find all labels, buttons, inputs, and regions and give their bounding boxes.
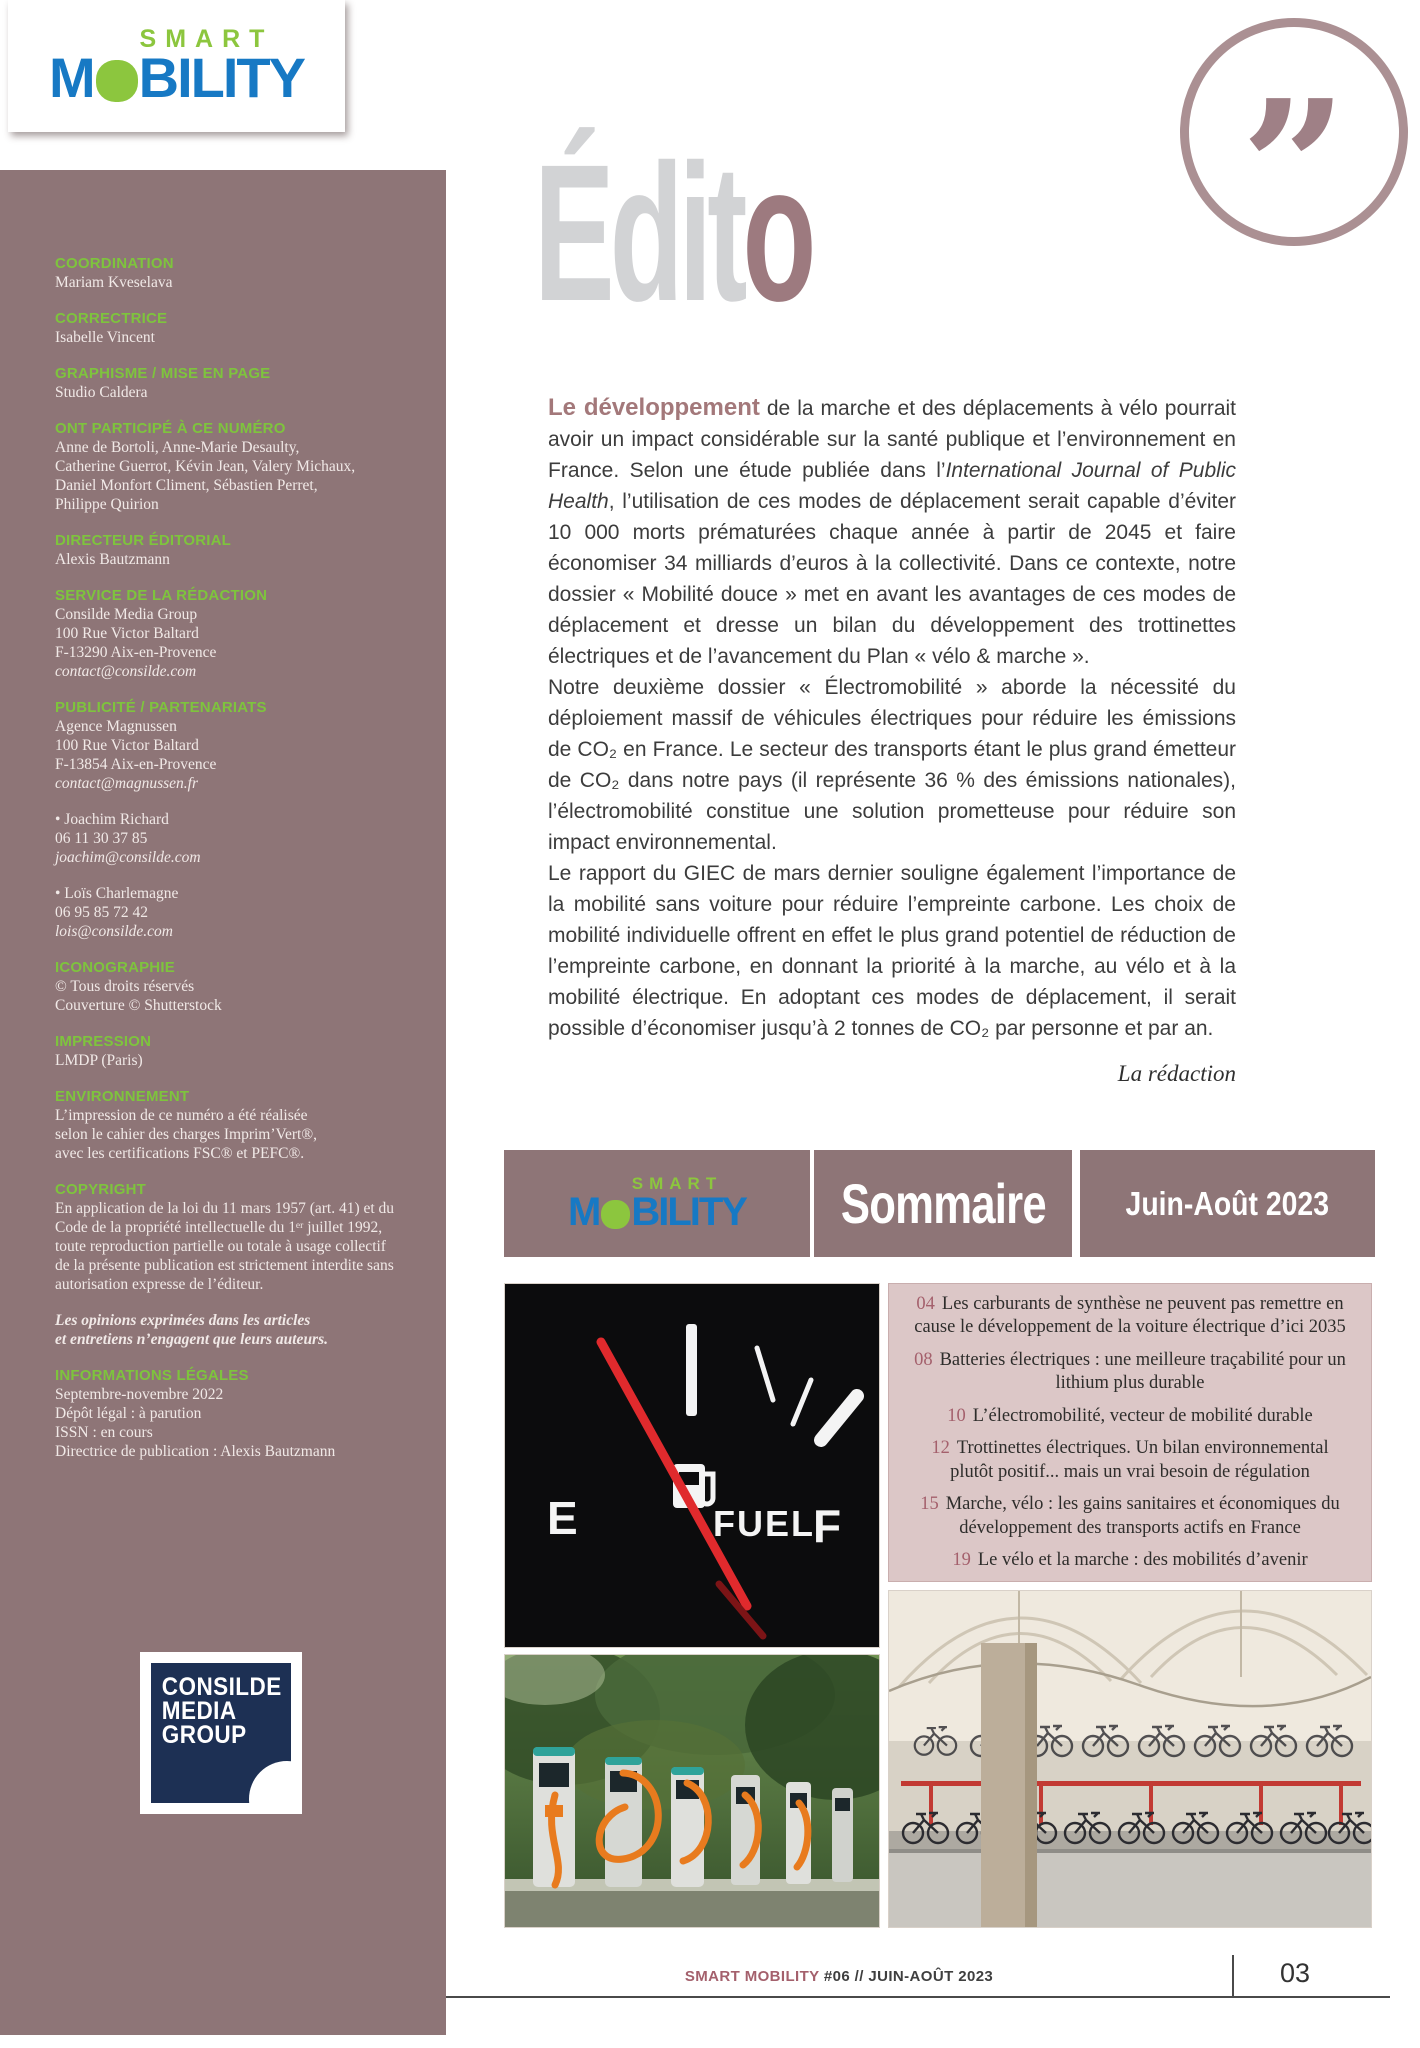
toc-entry-text: Les carburants de synthèse ne peuvent pas remettre en cause le développement de la voiture électrique d’ici 2035 (914, 1293, 1346, 1337)
masthead-line: • Loïs Charlemagne (55, 885, 179, 902)
masthead-section-heading: IMPRESSION (55, 1033, 152, 1050)
masthead-line: Alexis Bautzmann (55, 551, 170, 568)
consilde-line1: CONSILDE (161, 1673, 282, 1701)
edito-text-segment: International Journal of Public Health (548, 459, 1236, 513)
toc-item (913, 1549, 1347, 1573)
masthead-line: et entretiens n’engagent que leurs auteurs. (55, 1331, 328, 1348)
masthead-section (55, 364, 408, 402)
masthead-line: Catherine Guerrot, Kévin Jean, Valery Michaux, (55, 458, 356, 475)
gauge-fuel-label: FUEL (713, 1503, 815, 1544)
masthead-line: F-13290 Aix-en-Provence (55, 644, 217, 661)
masthead-line: F-13854 Aix-en-Provence (55, 756, 217, 773)
toc-page-number: 19 (952, 1550, 971, 1570)
logo-m: M (49, 46, 94, 109)
consilde-media-group-logo (140, 1652, 302, 1814)
toc-entry-text: Trottinettes électriques. Un bilan environnemental plutôt positif... mais un vrai besoin de régulation (950, 1438, 1329, 1482)
edito-paragraph (548, 858, 1236, 1044)
masthead-section (55, 531, 408, 569)
masthead-section (55, 1180, 408, 1294)
masthead-line: toute reproduction partielle ou totale à usage collectif (55, 1238, 386, 1255)
masthead-line: lois@consilde.com (55, 923, 174, 940)
toc-entry-text: Batteries électriques : une meilleure traçabilité pour un lithium plus durable (939, 1349, 1346, 1393)
editorial-body (548, 392, 1236, 1089)
toc-page-number: 08 (914, 1349, 933, 1370)
masthead-section-heading: PUBLICITÉ / PARTENARIATS (55, 699, 267, 716)
toc-page-number: 15 (920, 1494, 939, 1514)
masthead-section (55, 1366, 408, 1461)
toc-item (913, 1493, 1347, 1540)
masthead-line: ISSN : en cours (55, 1424, 153, 1441)
masthead-line: contact@magnussen.fr (55, 775, 198, 792)
floor-edge (889, 1849, 1371, 1853)
masthead-section-heading: COPYRIGHT (55, 1181, 146, 1198)
masthead-section-heading: CORRECTRICE (55, 310, 168, 327)
gauge-full-label: F (813, 1500, 842, 1552)
consilde-line2: MEDIA (161, 1697, 237, 1725)
toc-item (913, 1405, 1347, 1429)
masthead-section-heading: COORDINATION (55, 255, 174, 272)
masthead-line: selon le cahier des charges Imprim’Vert®, (55, 1126, 317, 1143)
masthead-section (55, 309, 408, 347)
masthead-section (55, 810, 408, 867)
gauge-empty-label: E (547, 1492, 578, 1544)
masthead-line: Mariam Kveselava (55, 274, 173, 291)
issue-date: Juin-Août 2023 (1125, 1184, 1330, 1222)
banner-logo-mobility (568, 1192, 746, 1232)
masthead-line: Septembre-novembre 2022 (55, 1386, 224, 1403)
edito-text-segment: de la marche et des déplacements à vélo pourrait avoir un impact considérable sur la santé publique et l’environnement en France. Selon une étude publiée dans l’ (548, 397, 1237, 482)
page-number-divider (1232, 1955, 1234, 1998)
concrete-floor (889, 1849, 1371, 1927)
issue-date-box (1080, 1150, 1375, 1257)
logo-o-blob-icon (96, 60, 138, 102)
masthead-section-heading: SERVICE DE LA RÉDACTION (55, 587, 268, 604)
masthead-line: Couverture © Shutterstock (55, 997, 222, 1014)
banner-logo-smart: SMART (631, 1174, 723, 1193)
masthead-line: Isabelle Vincent (55, 329, 155, 346)
masthead-section (55, 1032, 408, 1070)
toc-page-number: 04 (916, 1293, 935, 1314)
toc-page-number: 10 (947, 1405, 966, 1426)
editorial-paragraphs (548, 392, 1236, 1044)
toc-entry-text: L’électromobilité, vecteur de mobilité durable (972, 1405, 1313, 1426)
masthead-line: Dépôt légal : à parution (55, 1405, 202, 1422)
masthead-section-heading: ONT PARTICIPÉ À CE NUMÉRO (55, 420, 286, 437)
masthead-section-heading: GRAPHISME / MISE EN PAGE (55, 365, 271, 382)
masthead-line: L’impression de ce numéro a été réalisée (55, 1107, 308, 1124)
banner-logo-bility: BILITY (631, 1190, 746, 1234)
banner-logo-o-blob-icon (601, 1200, 630, 1229)
masthead-section (55, 958, 408, 1015)
masthead-line: autorisation expresse de l’éditeur. (55, 1276, 264, 1293)
toc-item (913, 1349, 1347, 1396)
masthead-section (55, 1087, 408, 1163)
masthead-section-heading: INFORMATIONS LÉGALES (55, 1367, 249, 1384)
page-title (534, 124, 812, 342)
masthead-section-heading: ICONOGRAPHIE (55, 959, 175, 976)
masthead-line: Les opinions exprimées dans les articles (55, 1312, 311, 1329)
masthead-line: 100 Rue Victor Baltard (55, 737, 199, 754)
edito-text-segment: Le développement (548, 394, 760, 421)
banner-logo-m: M (568, 1190, 600, 1234)
fuel-gauge-illustration (505, 1284, 879, 1647)
consilde-logo-square (151, 1663, 291, 1803)
toc-entry-text: Le vélo et la marche : des mobilités d’avenir (977, 1550, 1308, 1570)
edito-paragraph (548, 672, 1236, 858)
footer-rule (446, 1996, 1390, 1998)
masthead-line: joachim@consilde.com (55, 849, 201, 866)
footer-text (446, 1968, 1232, 1985)
sommaire-title-box (814, 1150, 1072, 1257)
ground (505, 1891, 879, 1927)
sommaire-title: Sommaire (840, 1172, 1046, 1235)
masthead-section (55, 698, 408, 793)
banner-logo (504, 1150, 810, 1257)
smart-mobility-logo (8, 0, 345, 132)
toc-item (913, 1293, 1347, 1340)
bike-parking-photo (888, 1590, 1372, 1928)
masthead-line: En application de la loi du 11 mars 1957 (art. 41) et du (55, 1200, 395, 1217)
masthead-line: Directrice de publication : Alexis Bautzmann (55, 1443, 336, 1460)
edito-text-segment: Le rapport du GIEC de mars dernier souligne également l’importance de la mobilité sans voiture pour réduire l’empreinte carbone. Les choix de mobilité individuelle offrent en effet le plus grand potentiel de réduction de l’empreinte carbone, en donnant la priorité à la marche, au vélo et à la mobilité électrique. En adoptant ces modes de déplacement, il serait possible d’économiser jusqu’à 2 tonnes de CO₂ par personne et par an. (548, 862, 1236, 1040)
table-of-contents (888, 1283, 1372, 1582)
ev-charging-illustration (505, 1655, 879, 1927)
quote-badge: ” (1180, 18, 1408, 246)
masthead-line: Anne de Bortoli, Anne-Marie Desaulty, (55, 439, 300, 456)
masthead-line: Code de la propriété intellectuelle du 1ᵉʳ juillet 1992, (55, 1219, 383, 1236)
masthead-line: contact@consilde.com (55, 663, 197, 680)
logo-mobility-text (49, 46, 304, 109)
footer-brand: SMART MOBILITY (684, 1968, 820, 1985)
footer-issue: #06 // JUIN-AOÛT 2023 (823, 1968, 994, 1985)
masthead-line: • Joachim Richard (55, 811, 169, 828)
masthead-section (55, 586, 408, 681)
logo-bility: BILITY (138, 46, 304, 109)
fuel-gauge-photo (504, 1283, 880, 1648)
consilde-logo-text (151, 1663, 282, 1749)
masthead-line: Philippe Quirion (55, 496, 159, 513)
masthead-line: avec les certifications FSC® et PEFC®. (55, 1145, 305, 1162)
page-number: 03 (1279, 1958, 1311, 1988)
masthead-section (55, 254, 408, 292)
masthead-section-heading: DIRECTEUR ÉDITORIAL (55, 532, 232, 549)
logo-smart-text: SMART (139, 25, 274, 53)
masthead-section-heading: ENVIRONNEMENT (55, 1088, 190, 1105)
support-pillar (981, 1643, 1037, 1927)
editorial-signature: La rédaction (1117, 1061, 1236, 1086)
consilde-line3: GROUP (161, 1721, 247, 1749)
masthead-line: 06 11 30 37 85 (55, 830, 148, 847)
masthead-line: de la présente publication est strictement interdite sans (55, 1257, 394, 1274)
masthead-section (55, 1311, 408, 1349)
masthead-line: Consilde Media Group (55, 606, 198, 623)
masthead-line: LMDP (Paris) (55, 1052, 143, 1069)
masthead-line: Studio Caldera (55, 384, 148, 401)
masthead-line: © Tous droits réservés (55, 978, 195, 995)
toc-item (913, 1437, 1347, 1484)
edito-paragraph (548, 392, 1236, 672)
title-part-accent: o (742, 124, 812, 342)
masthead-line: 100 Rue Victor Baltard (55, 625, 199, 642)
ev-charging-photo (504, 1654, 880, 1928)
title-part-gray: Édit (534, 124, 743, 342)
masthead-section (55, 884, 408, 941)
edito-text-segment: Notre deuxième dossier « Électromobilité » aborde la nécessité du déploiement massif de véhicules électriques pour réduire les émissions de CO₂ en France. Le secteur des transports étant le plus grand émetteur de CO₂ dans notre pays (il représente 36 % des émissions nationales), l’électromobilité constitue une solution prometteuse pour réduire son impact environnemental. (548, 676, 1236, 854)
masthead-line: Daniel Monfort Climent, Sébastien Perret, (55, 477, 318, 494)
sommaire-banner (504, 1150, 1375, 1257)
masthead-section (55, 419, 408, 514)
masthead-line: 06 95 85 72 42 (55, 904, 148, 921)
bike-parking-illustration (889, 1591, 1371, 1927)
masthead-line: Agence Magnussen (55, 718, 177, 735)
edito-text-segment: , l’utilisation de ces modes de déplacement serait capable d’éviter 10 000 morts prématurées chaque année à partir de 2045 et faire économiser 34 milliards d’euros à la collectivité. Dans ce contexte, notre dossier « Mobilité douce » met en avant les avantages de ces modes de déplacement et dresse un bilan du développement des trottinettes électriques et de l’avancement du Plan « vélo & marche ». (548, 490, 1236, 668)
toc-page-number: 12 (931, 1438, 950, 1458)
masthead-sections (0, 170, 446, 1461)
consilde-corner-shape (249, 1761, 291, 1803)
toc-entry-text: Marche, vélo : les gains sanitaires et économiques du développement des transports actifs en France (945, 1494, 1340, 1538)
